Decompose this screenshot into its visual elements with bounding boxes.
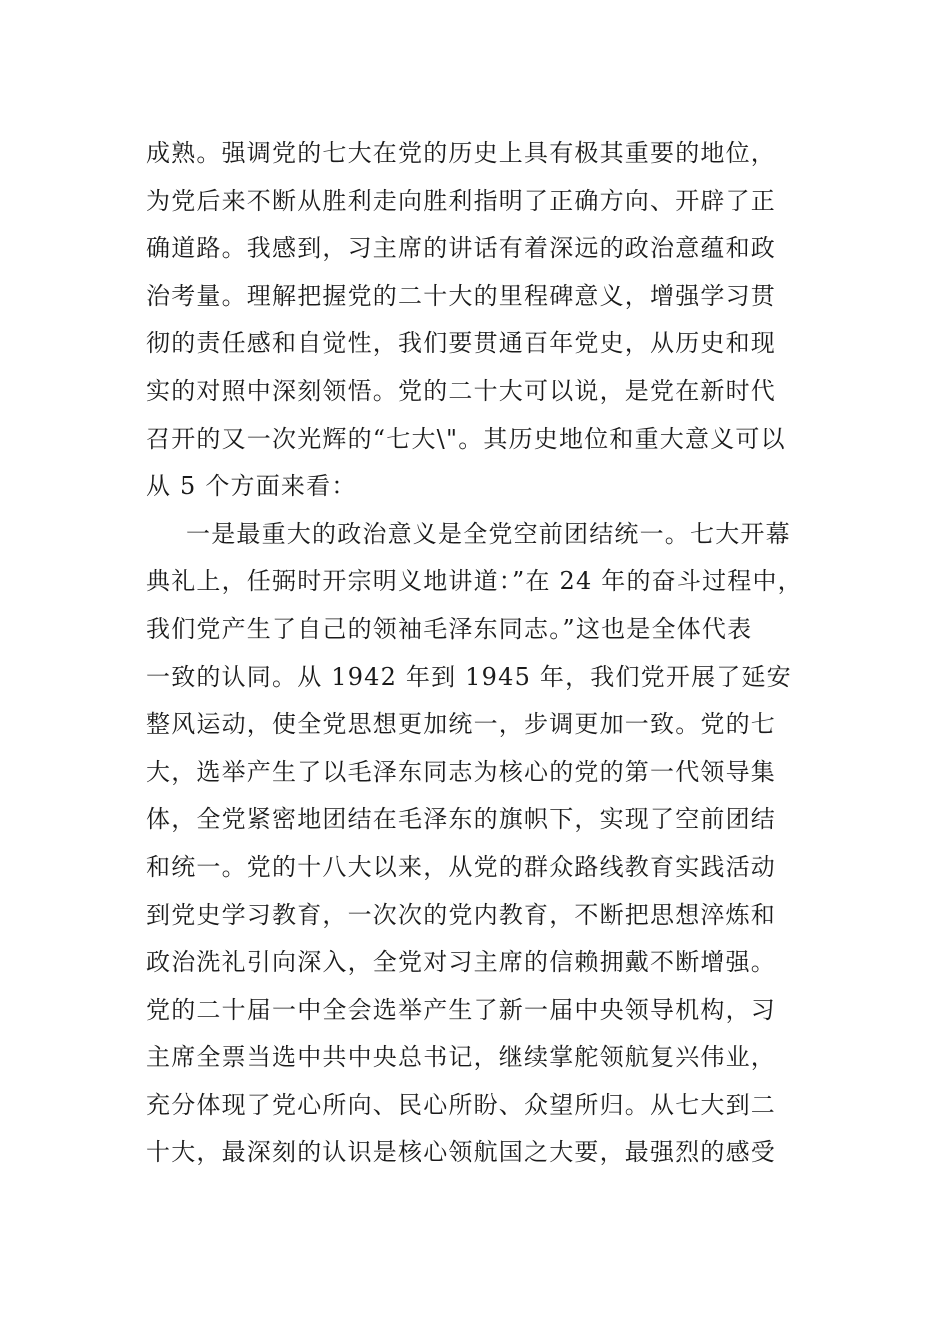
text-line: 我们党产生了自己的领袖毛泽东同志。”这也是全体代表 bbox=[146, 614, 753, 643]
paragraph-start-line: 一是最重大的政治意义是全党空前团结统一。七大开幕 bbox=[186, 519, 791, 548]
body-text bbox=[146, 130, 826, 1177]
text-line: 一致的认同。从 1942 年到 1945 年，我们党开展了延安 bbox=[146, 662, 792, 691]
text-line: 为党后来不断从胜利走向胜利指明了正确方向、开辟了正 bbox=[146, 186, 776, 215]
text-line: 成熟。强调党的七大在党的历史上具有极其重要的地位， bbox=[146, 139, 776, 167]
text-line: 政治洗礼引向深入，全党对习主席的信赖拥戴不断增强。 bbox=[146, 948, 776, 977]
text-line: 到党史学习教育，一次次的党内教育，不断把思想淬炼和 bbox=[146, 900, 776, 929]
text-line: 整风运动，使全党思想更加统一，步调更加一致。党的七 bbox=[146, 710, 776, 739]
text-line: 主席全票当选中共中央总书记，继续掌舵领航复兴伟业， bbox=[146, 1043, 776, 1072]
text-line: 党的二十届一中全会选举产生了新一届中央领导机构，习 bbox=[146, 995, 776, 1024]
text-line: 充分体现了党心所向、民心所盼、众望所归。从七大到二 bbox=[146, 1090, 776, 1119]
text-line: 典礼上，任弼时开宗明义地讲道：”在 24 年的奋斗过程中， bbox=[146, 567, 803, 596]
text-line: 确道路。我感到，习主席的讲话有着深远的政治意蕴和政 bbox=[146, 234, 776, 263]
text-line: 大，选举产生了以毛泽东同志为核心的党的第一代领导集 bbox=[146, 757, 776, 786]
text-line: 体，全党紧密地团结在毛泽东的旗帜下，实现了空前团结 bbox=[146, 805, 776, 834]
text-line: 和统一。党的十八大以来，从党的群众路线教育实践活动 bbox=[146, 852, 776, 881]
text-line: 召开的又一次光辉的“七大\"。其历史地位和重大意义可以 bbox=[146, 424, 786, 453]
text-line: 从 5 个方面来看： bbox=[146, 472, 357, 501]
text-line: 治考量。理解把握党的二十大的里程碑意义，增强学习贯 bbox=[146, 281, 776, 310]
text-line: 实的对照中深刻领悟。党的二十大可以说，是党在新时代 bbox=[146, 376, 776, 405]
text-line: 十大，最深刻的认识是核心领航国之大要，最强烈的感受 bbox=[146, 1138, 776, 1167]
text-line: 彻的责任感和自觉性，我们要贯通百年党史，从历史和现 bbox=[146, 329, 776, 358]
